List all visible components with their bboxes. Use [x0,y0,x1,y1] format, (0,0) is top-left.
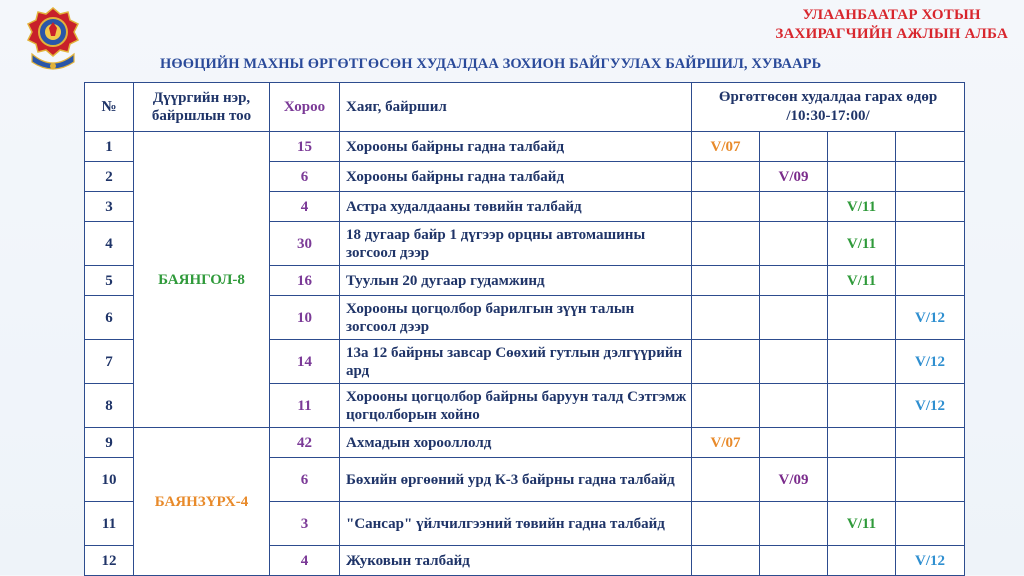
address-cell: Ахмадын хорооллолд [340,428,692,458]
sale-date-cell: V/07 [692,132,760,162]
empty-date-cell [828,458,896,502]
address-cell: Хорооны байрны гадна талбайд [340,162,692,192]
row-number: 2 [85,162,134,192]
district-bayanzurkh: БАЯНЗҮРХ-4 [134,428,270,576]
org-line-2: ЗАХИРАГЧИЙН АЖЛЫН АЛБА [775,26,1008,42]
khoroo-number: 30 [270,222,340,266]
sale-date-cell: V/09 [760,458,828,502]
address-cell: Жуковын талбайд [340,546,692,576]
org-line-1: УЛААНБААТАР ХОТЫН [802,7,981,23]
empty-date-cell [692,458,760,502]
row-number: 9 [85,428,134,458]
header-district: Дүүргийн нэр, байршлын тоо [134,83,270,132]
empty-date-cell [760,296,828,340]
empty-date-cell [760,222,828,266]
sale-date-cell: V/12 [896,340,965,384]
empty-date-cell [896,162,965,192]
empty-date-cell [896,428,965,458]
empty-date-cell [760,340,828,384]
sale-date-cell: V/07 [692,428,760,458]
row-number: 7 [85,340,134,384]
sale-date-cell: V/11 [828,222,896,266]
table-header-row [85,83,965,132]
row-number: 3 [85,192,134,222]
khoroo-number: 3 [270,502,340,546]
table-row [85,132,965,162]
address-cell: Хорооны цогцолбор барилгын зүүн талын зогсоол дээр [340,296,692,340]
empty-date-cell [692,192,760,222]
row-number: 4 [85,222,134,266]
empty-date-cell [896,502,965,546]
header-address: Хаяг, байршил [340,83,692,132]
empty-date-cell [828,546,896,576]
header-dates-label: Өргөтгөсөн худалдаа гарах өдөр [718,89,938,105]
table-row [85,428,965,458]
sale-date-cell: V/12 [896,296,965,340]
empty-date-cell [896,266,965,296]
address-cell: Бөхийн өргөөний урд К-3 байрны гадна талбайд [340,458,692,502]
row-number: 11 [85,502,134,546]
sale-date-cell: V/11 [828,266,896,296]
sale-date-cell: V/12 [896,384,965,428]
row-number: 8 [85,384,134,428]
khoroo-number: 6 [270,458,340,502]
empty-date-cell [760,384,828,428]
page-title: НӨӨЦИЙН МАХНЫ ӨРГӨТГӨСӨН ХУДАЛДАА ЗОХИОН БАЙГУУЛАХ БАЙРШИЛ, ХУВААРЬ [160,56,822,72]
empty-date-cell [828,132,896,162]
empty-date-cell [760,192,828,222]
address-cell: Туулын 20 дугаар гудамжинд [340,266,692,296]
address-cell: Хорооны цогцолбор байрны баруун талд Сэтгэмж цогцолборын хойно [340,384,692,428]
header-no: № [85,83,134,132]
khoroo-number: 4 [270,546,340,576]
row-number: 12 [85,546,134,576]
district-bayangol: БАЯНГОЛ-8 [134,132,270,428]
khoroo-number: 16 [270,266,340,296]
empty-date-cell [896,222,965,266]
khoroo-number: 14 [270,340,340,384]
empty-date-cell [760,266,828,296]
empty-date-cell [828,428,896,458]
row-number: 5 [85,266,134,296]
empty-date-cell [692,340,760,384]
empty-date-cell [692,546,760,576]
empty-date-cell [896,132,965,162]
row-number: 10 [85,458,134,502]
organization-name [775,6,1008,44]
empty-date-cell [692,502,760,546]
khoroo-number: 6 [270,162,340,192]
empty-date-cell [828,340,896,384]
row-number: 6 [85,296,134,340]
sale-date-cell: V/11 [828,502,896,546]
empty-date-cell [692,162,760,192]
empty-date-cell [760,502,828,546]
empty-date-cell [896,192,965,222]
empty-date-cell [692,384,760,428]
empty-date-cell [760,428,828,458]
row-number: 1 [85,132,134,162]
address-cell: Хорооны байрны гадна талбайд [340,132,692,162]
city-emblem-icon [22,6,84,74]
address-cell: 13а 12 байрны завсар Сөөхий гутлын дэлгүүрийн ард [340,340,692,384]
address-cell: "Сансар" үйлчилгээний төвийн гадна талбайд [340,502,692,546]
sale-date-cell: V/11 [828,192,896,222]
header-khoroo: Хороо [270,83,340,132]
empty-date-cell [692,222,760,266]
khoroo-number: 15 [270,132,340,162]
khoroo-number: 11 [270,384,340,428]
empty-date-cell [760,546,828,576]
khoroo-number: 4 [270,192,340,222]
address-cell: Астра худалдааны төвийн талбайд [340,192,692,222]
sale-date-cell: V/09 [760,162,828,192]
header-time-range: /10:30-17:00/ [786,108,870,124]
khoroo-number: 42 [270,428,340,458]
header-dates [692,83,965,132]
empty-date-cell [692,296,760,340]
empty-date-cell [896,458,965,502]
empty-date-cell [692,266,760,296]
empty-date-cell [828,384,896,428]
empty-date-cell [828,296,896,340]
schedule-table [84,82,965,576]
empty-date-cell [828,162,896,192]
address-cell: 18 дугаар байр 1 дүгээр орцны автомашины зогсоол дээр [340,222,692,266]
khoroo-number: 10 [270,296,340,340]
empty-date-cell [760,132,828,162]
sale-date-cell: V/12 [896,546,965,576]
